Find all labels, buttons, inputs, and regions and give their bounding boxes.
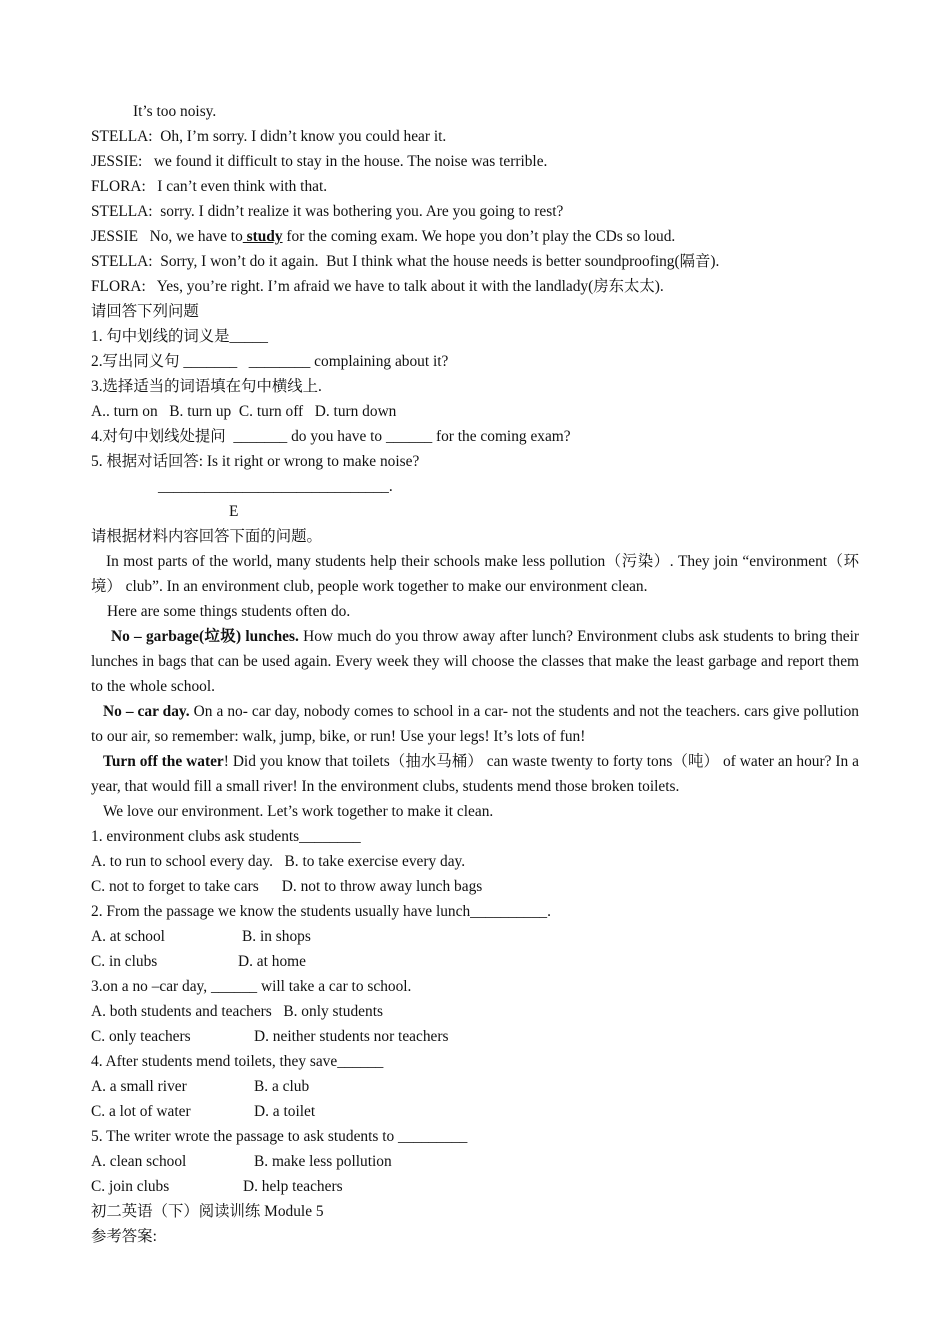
question-options: C. join clubs D. help teachers — [91, 1178, 343, 1195]
question-options: A. at school B. in shops — [91, 928, 311, 945]
paragraph: No – garbage(垃圾) lunches. How much do you throw away after lunch? Environment clubs ask students to bring their lunches in bags that can be used again. Every week they will choose the classes that make the least garbage and report them to the whole school. — [91, 628, 860, 695]
dialogue-line: STELLA: Oh, I’m sorry. I didn’t know you could hear it. — [91, 128, 447, 145]
question: 1. 句中划线的词义是_____ — [91, 328, 268, 345]
question-options: A. both students and teachers B. only students — [91, 1003, 383, 1020]
section-title: 初二英语（下）阅读训练 Module 5 — [91, 1203, 324, 1220]
dialogue-line: JESSIE: we found it difficult to stay in the house. The noise was terrible. — [91, 153, 548, 170]
question: 5. The writer wrote the passage to ask students to _________ — [91, 1128, 468, 1145]
underlined-word: study — [242, 228, 283, 245]
paragraph-heading: No – car day. — [103, 703, 190, 720]
question-options: A. a small river B. a club — [91, 1078, 310, 1095]
question: 5. 根据对话回答: Is it right or wrong to make noise? — [91, 453, 420, 470]
question: 3.选择适当的词语填在句中横线上. — [91, 378, 322, 395]
question: 2.写出同义句 _______ ________ complaining about it? — [91, 353, 449, 370]
document-page — [91, 99, 859, 1249]
question-options: C. a lot of water D. a toilet — [91, 1103, 316, 1120]
dialogue-line: JESSIE No, we have to study for the coming exam. We hope you don’t play the CDs so loud. — [91, 228, 676, 245]
question-options: C. not to forget to take cars D. not to throw away lunch bags — [91, 878, 483, 895]
question-options: A.. turn on B. turn up C. turn off D. turn down — [91, 403, 397, 420]
paragraph: Here are some things students often do. — [107, 603, 351, 620]
paragraph: Turn off the water! Did you know that toilets（抽水马桶） can waste twenty to forty tons（吨） of water an hour? In a year, that would fill a small river! In the environment clubs, students mend those broken toilets. — [91, 753, 859, 795]
dialogue-line: STELLA: Sorry, I won’t do it again. But I think what the house needs is better soundproofing(隔音). — [91, 253, 720, 270]
question: 2. From the passage we know the students usually have lunch__________. — [91, 903, 551, 920]
section-prompt: 请根据材料内容回答下面的问题。 — [91, 528, 322, 545]
section-label: E — [229, 503, 239, 520]
paragraph: We love our environment. Let’s work together to make it clean. — [103, 803, 494, 820]
question: 3.on a no –car day, ______ will take a car to school. — [91, 978, 412, 995]
dialogue-line: FLORA: Yes, you’re right. I’m afraid we have to talk about it with the landlady(房东太太). — [91, 278, 664, 295]
paragraph: No – car day. On a no- car day, nobody comes to school in a car- not the students and not the teachers. cars give pollution to our air, so remember: walk, jump, bike, or run! Use your legs! It’s lots of fun! — [91, 703, 860, 745]
dialogue-line: STELLA: sorry. I didn’t realize it was bothering you. Are you going to rest? — [91, 203, 564, 220]
dialogue-line: FLORA: I can’t even think with that. — [91, 178, 328, 195]
answers-label: 参考答案: — [91, 1228, 157, 1245]
question-options: C. in clubs D. at home — [91, 953, 306, 970]
dialogue-line: It’s too noisy. — [133, 103, 217, 120]
question-options: A. clean school B. make less pollution — [91, 1153, 392, 1170]
questions-prompt: 请回答下列问题 — [91, 303, 199, 320]
paragraph-heading: No – garbage(垃圾) lunches. — [111, 628, 299, 645]
question-options: C. only teachers D. neither students nor teachers — [91, 1028, 449, 1045]
question: 4. After students mend toilets, they save______ — [91, 1053, 384, 1070]
question-options: A. to run to school every day. B. to take exercise every day. — [91, 853, 466, 870]
paragraph-heading: Turn off the water — [103, 753, 224, 770]
question: 4.对句中划线处提问 _______ do you have to ______ for the coming exam? — [91, 428, 571, 445]
paragraph: In most parts of the world, many students help their schools make less pollution（污染）. They join “environment（环境） club”. In an environment club, people work together to make our environment clean. — [91, 553, 859, 595]
question: 1. environment clubs ask students________ — [91, 828, 361, 845]
answer-blank: ______________________________. — [158, 478, 393, 495]
